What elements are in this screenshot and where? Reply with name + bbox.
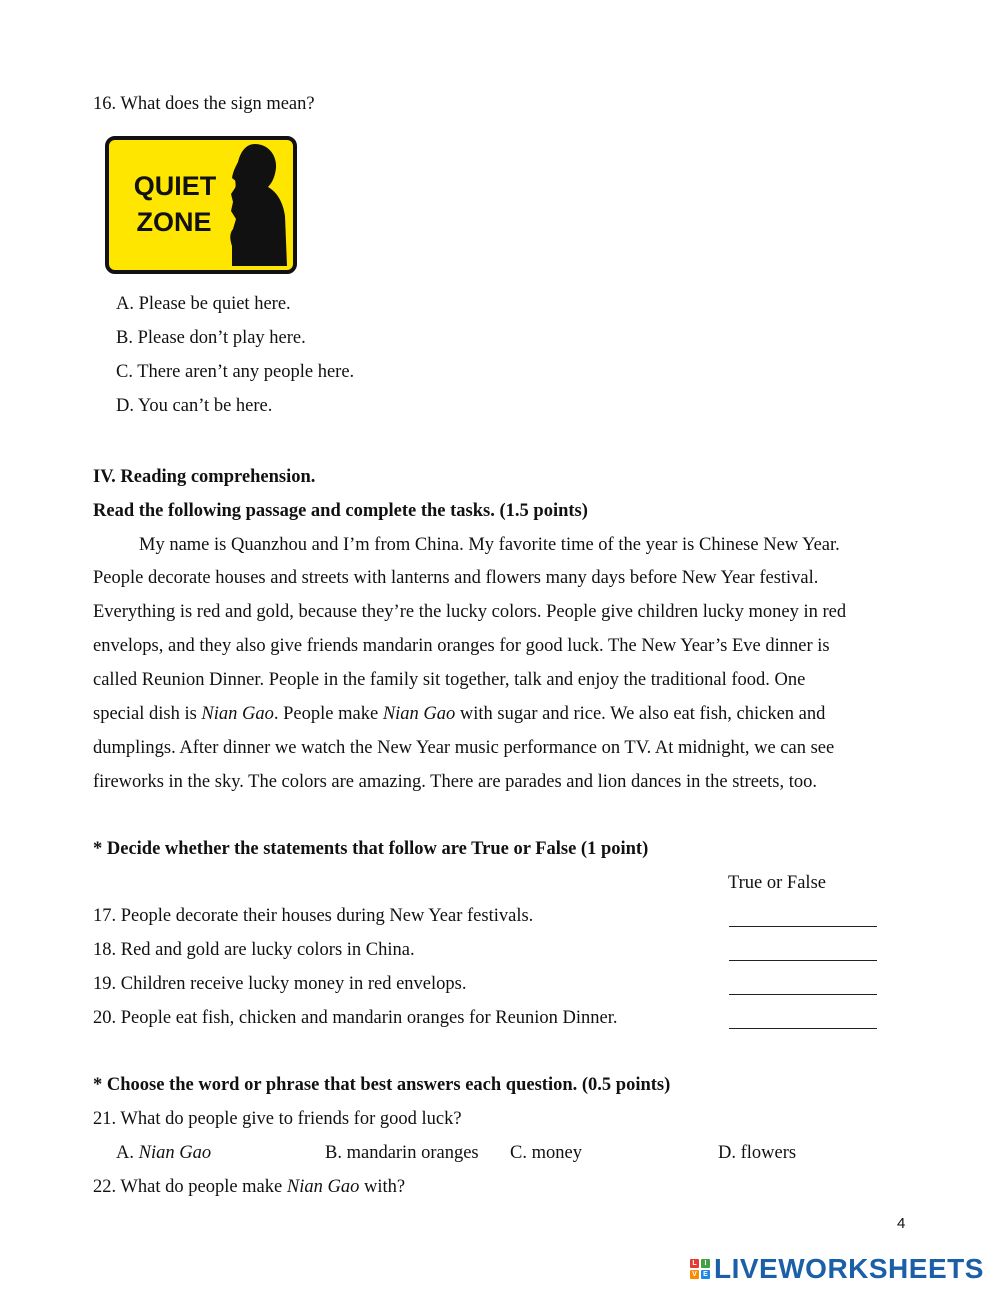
liveworksheets-logo [690, 1254, 984, 1284]
question-16: 16. What does the sign mean? [93, 94, 315, 114]
passage-line: envelops, and they also give friends mandarin oranges for good luck. The New Year’s Eve dinner is [93, 636, 830, 656]
tf-statement-18: 18. Red and gold are lucky colors in China. [93, 940, 415, 960]
passage-line: called Reunion Dinner. People in the family sit together, talk and enjoy the traditional food. One [93, 670, 806, 690]
logo-grid-icon: L I V E [690, 1259, 710, 1279]
answer-blank-20[interactable] [729, 1010, 877, 1029]
tf-heading: * Decide whether the statements that follow are True or False (1 point) [93, 839, 649, 859]
tf-statement-19: 19. Children receive lucky money in red envelops. [93, 974, 467, 994]
page-number: 4 [897, 1215, 906, 1232]
tf-column-label: True or False [728, 873, 826, 893]
section-heading: IV. Reading comprehension. [93, 467, 316, 487]
q16-option-c: C. There aren’t any people here. [116, 362, 355, 382]
passage-line: My name is Quanzhou and I’m from China. My favorite time of the year is Chinese New Year. [139, 535, 840, 555]
q21-option-b: B. mandarin oranges [325, 1143, 479, 1163]
passage-line: fireworks in the sky. The colors are amazing. There are parades and lion dances in the streets, too. [93, 772, 817, 792]
q16-option-b: B. Please don’t play here. [116, 328, 306, 348]
q16-option-d: D. You can’t be here. [116, 396, 273, 416]
q21-option-a: A. Nian Gao [116, 1143, 212, 1163]
q16-option-a: A. Please be quiet here. [116, 294, 291, 314]
answer-blank-19[interactable] [729, 976, 877, 995]
answer-blank-17[interactable] [729, 908, 877, 927]
quiet-zone-sign-image [105, 136, 297, 274]
section-instruction: Read the following passage and complete the tasks. (1.5 points) [93, 501, 588, 521]
passage-line: Everything is red and gold, because they’re the lucky colors. People give children lucky money in red [93, 602, 847, 622]
question-22: 22. What do people make Nian Gao with? [93, 1177, 406, 1197]
tf-statement-20: 20. People eat fish, chicken and mandarin oranges for Reunion Dinner. [93, 1008, 618, 1028]
question-21: 21. What do people give to friends for good luck? [93, 1109, 462, 1129]
passage-line: dumplings. After dinner we watch the New Year music performance on TV. At midnight, we can see [93, 738, 835, 758]
tf-statement-17: 17. People decorate their houses during New Year festivals. [93, 906, 534, 926]
sign-text-quiet: QUIET [133, 171, 217, 201]
q21-option-d: D. flowers [718, 1143, 797, 1163]
passage-line: People decorate houses and streets with lanterns and flowers many days before New Year festival. [93, 568, 819, 588]
sign-text-zone: ZONE [136, 207, 212, 237]
q21-option-c: C. money [510, 1143, 582, 1163]
mc-heading: * Choose the word or phrase that best answers each question. (0.5 points) [93, 1075, 671, 1095]
logo-text: LIVEWORKSHEETS [714, 1253, 984, 1284]
answer-blank-18[interactable] [729, 942, 877, 961]
passage-line: special dish is Nian Gao. People make Nian Gao with sugar and rice. We also eat fish, chicken and [93, 704, 826, 724]
